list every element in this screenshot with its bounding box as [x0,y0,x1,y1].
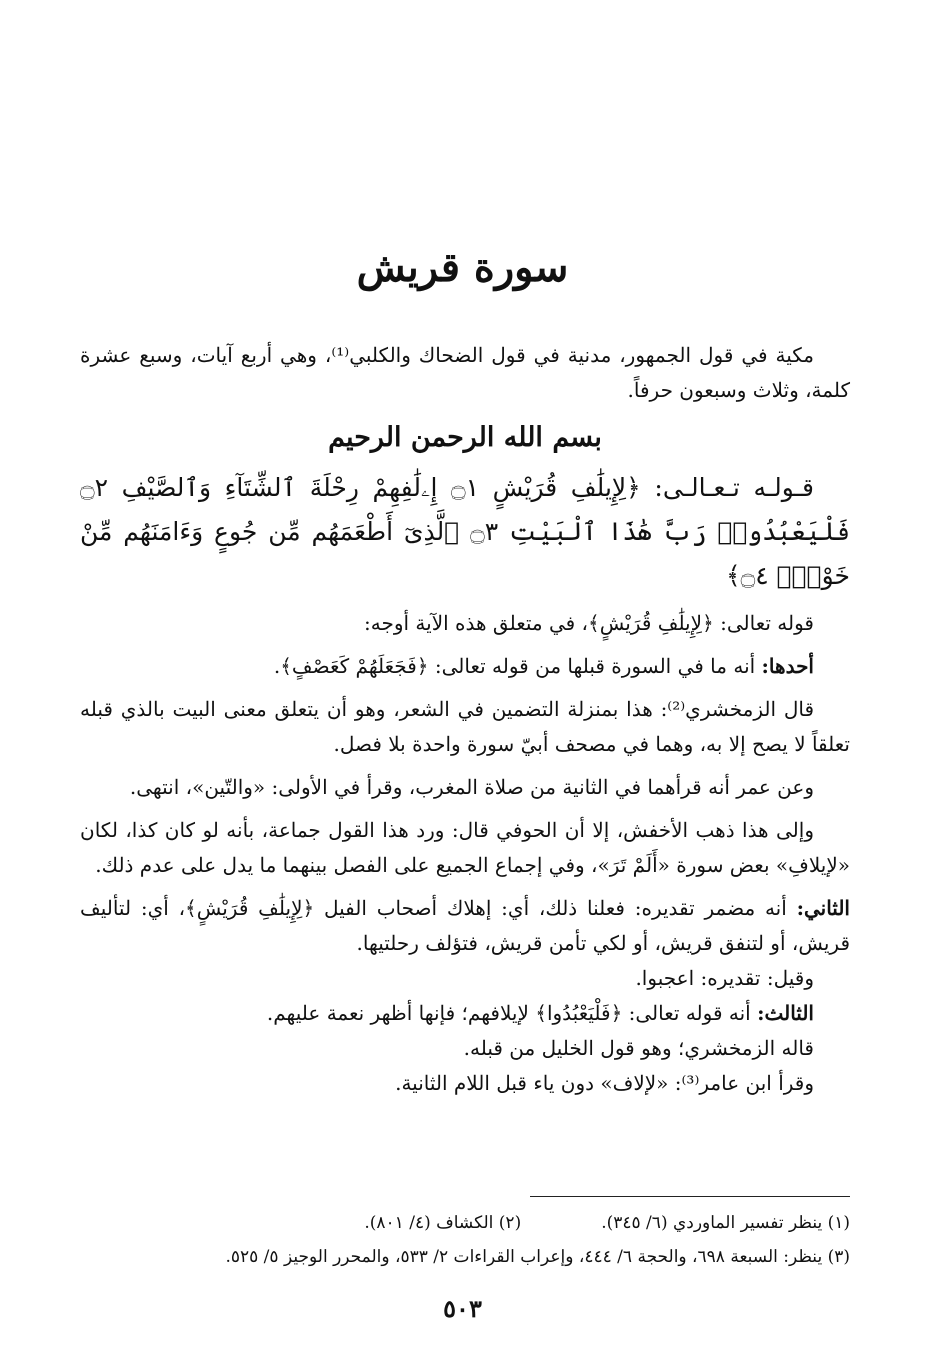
footnote-2: (٢) الكشاف (٤/ ٨٠١). [364,1213,522,1233]
surah-title: سورة قريش [356,244,569,291]
paragraph: الثاني: أنه مضمر تقديره: فعلنا ذلك، أي: إهلاك أصحاب الفيل ﴿لِإِيلَٰفِ قُرَيْشٍ﴾، أي: لتأليف قريش، أو لتنفق قريش، أو لكي تأمن قريش، فتؤلف رحلتيها. [80,896,850,955]
paragraph: أحدها: أنه ما في السورة قبلها من قوله تعالى: ﴿فَجَعَلَهُمْ كَعَصْفٍ﴾. [273,654,814,678]
footnote-separator [530,1196,850,1197]
paragraph: وإلى هذا ذهب الأخفش، إلا أن الحوفي قال: ورد هذا القول جماعة، بأنه لو كان كذا، لكان «لإيلافِ» بعض سورة «أَلَمْ تَرَ»، وفي إجماع الجميع على الفصل بينهما ما يدل على عدم ذلك. [80,818,850,877]
page-number: ٥٠٣ [443,1294,482,1323]
intro-paragraph: مكية في قول الجمهور، مدنية في قول الضحاك والكلبي⁽¹⁾، وهي أربع آيات، وسبع عشرة كلمة، وثلاث وسبعون حرفاً. [80,343,850,402]
paragraph: وقرأ ابن عامر⁽³⁾: «لإلاف» دون ياء قبل اللام الثانية. [395,1071,814,1095]
footnote-3: (٣) ينظر: السبعة ٦٩٨، والحجة ٦/ ٤٤٤، وإعراب القراءات ٢/ ٥٣٣، والمحرر الوجيز ٥/ ٥٢٥. [225,1247,850,1267]
main-text [80,338,850,1101]
footnote-1: (١) ينظر تفسير الماوردي (٦/ ٣٤٥). [601,1213,850,1233]
paragraph: وعن عمر أنه قرأهما في الثانية من صلاة المغرب، وقرأ في الأولى: «والتّين»، انتهى. [129,775,814,799]
quran-verses: قـولـه تـعـالـى: ﴿لِإِيلَٰفِ قُرَيْشٍ ۝١ إِۦلَٰفِهِمْ رِحْلَةَ ٱلشِّتَآءِ وَٱلصَّيْفِ ۝٢ فَلْيَعْبُدُوا۟ رَبَّ هَٰذَا ٱلْبَيْتِ ۝٣ ٱلَّذِىٓ أَطْعَمَهُم مِّن جُوعٍ وَءَامَنَهُم مِّنْ خَوْفٍۭ ۝٤﴾ [80,473,850,590]
paragraph: قاله الزمخشري؛ وهو قول الخليل من قبله. [463,1036,814,1060]
paragraph: قال الزمخشري⁽²⁾: هذا بمنزلة التضمين في الشعر، وهو أن يتعلق معنى البيت بالذي قبله تعلقاً لا يصح إلا به، وهما في مصحف أبيّ سورة واحدة بلا فصل. [80,697,850,756]
basmala: بسم الله الرحمن الرحيم [328,422,602,453]
paragraph: الثالث: أنه قوله تعالى: ﴿فَلْيَعْبُدُوا﴾ لإيلافهم؛ فإنها أظهر نعمة عليهم. [266,1001,814,1025]
footnotes [80,1206,850,1274]
paragraph: وقيل: تقديره: اعجبوا. [635,966,814,990]
paragraph: قوله تعالى: ﴿لِإِيلَٰفِ قُرَيْشٍ﴾، في متعلق هذه الآية أوجه: [364,611,814,635]
